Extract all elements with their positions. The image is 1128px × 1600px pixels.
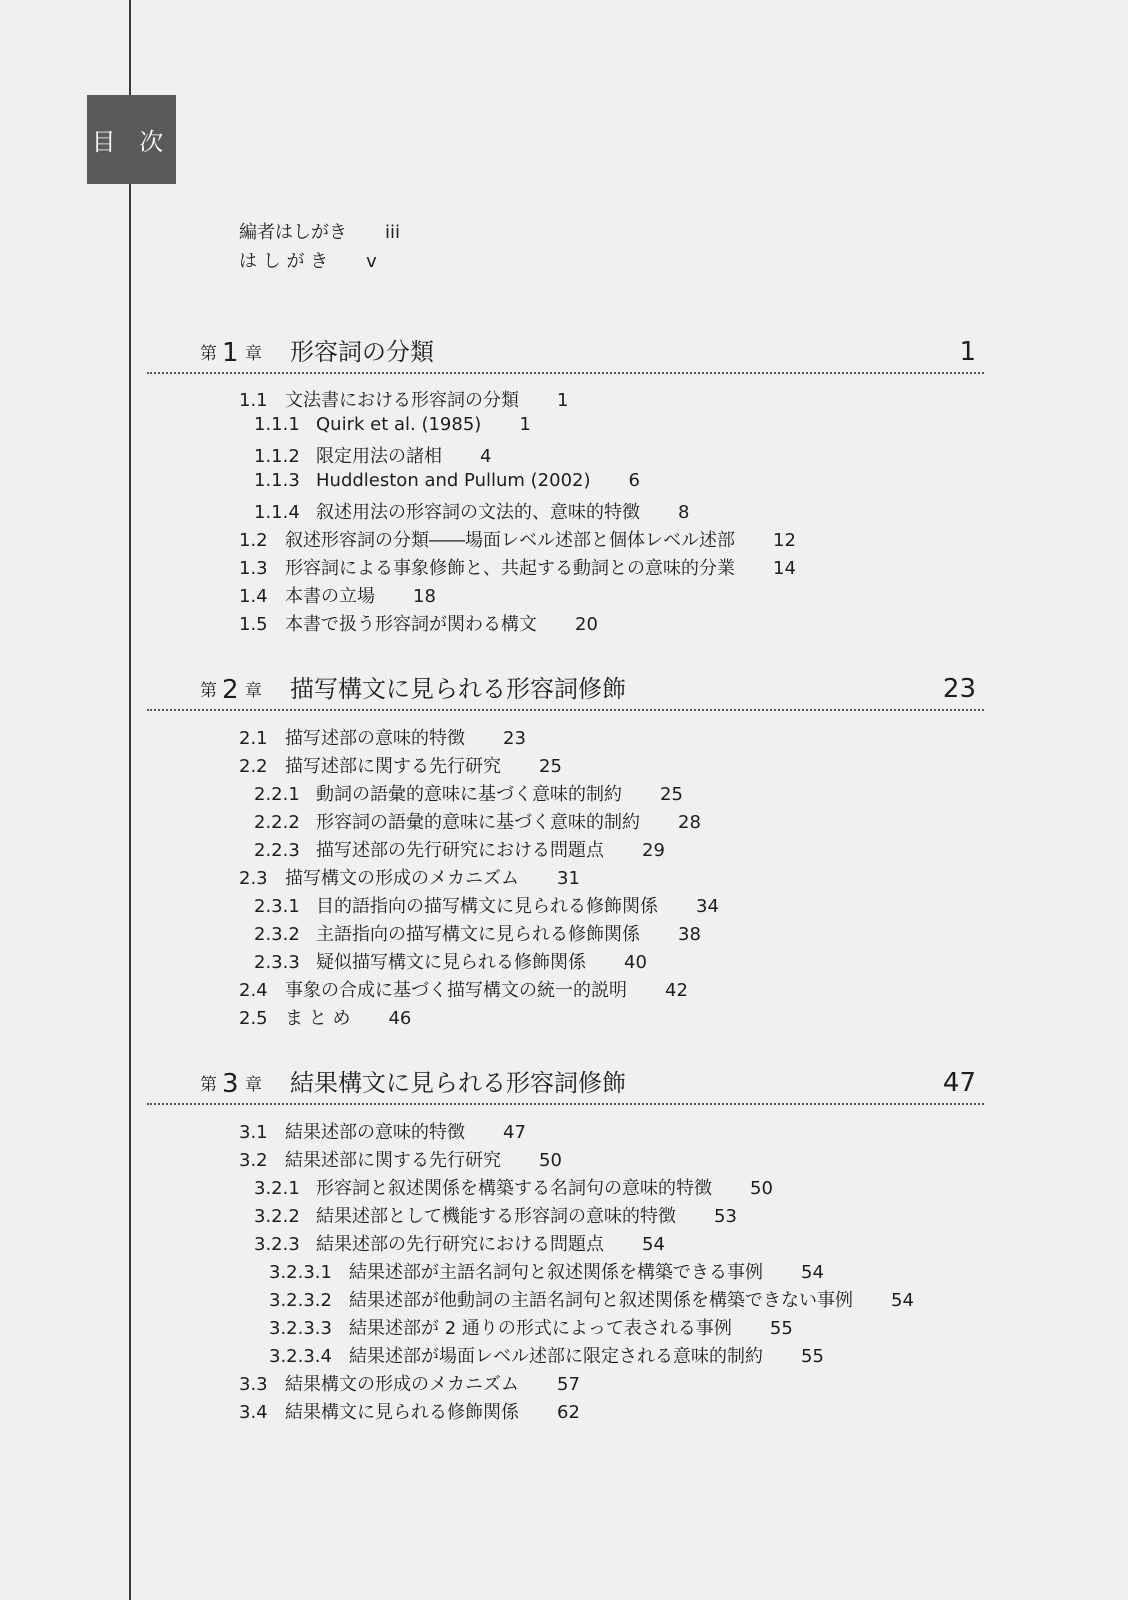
entry-title: 事象の合成に基づく描写構文の統一的説明 bbox=[285, 980, 627, 1001]
entry-page: 46 bbox=[388, 1008, 412, 1029]
toc-entry[interactable] bbox=[254, 836, 665, 862]
entry-number: 2.3.3 bbox=[254, 952, 300, 973]
toc-entry[interactable] bbox=[239, 1118, 526, 1144]
entry-number: 3.3 bbox=[239, 1374, 268, 1395]
entry-page: 29 bbox=[642, 840, 665, 861]
entry-number: 3.2.1 bbox=[254, 1178, 300, 1199]
entry-number: 2.2.2 bbox=[254, 812, 300, 833]
chapter-number: 2 bbox=[222, 675, 239, 705]
entry-page: 47 bbox=[503, 1122, 526, 1143]
entry-title: 描写述部に関する先行研究 bbox=[285, 756, 501, 777]
entry-page: 54 bbox=[891, 1290, 914, 1311]
toc-entry[interactable] bbox=[254, 470, 640, 491]
toc-entry[interactable] bbox=[254, 414, 531, 435]
entry-page: 14 bbox=[773, 558, 796, 579]
entry-page: 55 bbox=[769, 1318, 793, 1339]
entry-title: 叙述形容詞の分類――場面レベル述部と個体レベル述部 bbox=[285, 530, 735, 551]
entry-number: 1.4 bbox=[239, 586, 268, 607]
toc-entry[interactable] bbox=[254, 1202, 737, 1228]
entry-number: 2.2.3 bbox=[254, 840, 300, 861]
entry-number: 2.5 bbox=[239, 1008, 268, 1029]
entry-title: 疑似描写構文に見られる修飾関係 bbox=[316, 952, 586, 973]
entry-number: 3.2.2 bbox=[254, 1206, 300, 1227]
entry-page: 18 bbox=[413, 586, 436, 607]
toc-entry[interactable] bbox=[239, 1398, 580, 1424]
entry-title: 描写述部の先行研究における問題点 bbox=[316, 840, 604, 861]
chapter-page: 1 bbox=[959, 337, 976, 367]
entry-number: 2.3.1 bbox=[254, 896, 300, 917]
chapter-prefix: 第 bbox=[200, 681, 217, 701]
entry-page: 50 bbox=[750, 1178, 773, 1199]
entry-page: 62 bbox=[557, 1402, 580, 1423]
chapter-page: 47 bbox=[942, 1068, 976, 1098]
margin-rule bbox=[129, 0, 131, 1600]
entry-title: 主語指向の描写構文に見られる修飾関係 bbox=[316, 924, 640, 945]
front-matter-page: iii bbox=[385, 222, 401, 243]
entry-page: 8 bbox=[678, 502, 690, 523]
toc-entry[interactable] bbox=[269, 1342, 824, 1368]
chapter-suffix: 章 bbox=[245, 344, 262, 364]
chapter-title: 形容詞の分類 bbox=[290, 338, 434, 366]
entry-number: 1.1.2 bbox=[254, 446, 300, 467]
entry-number: 1.3 bbox=[239, 558, 268, 579]
toc-entry[interactable] bbox=[239, 752, 562, 778]
entry-number: 1.1.4 bbox=[254, 502, 300, 523]
entry-title: 結果述部に関する先行研究 bbox=[285, 1150, 501, 1171]
entry-title: 形容詞による事象修飾と、共起する動詞との意味的分業 bbox=[285, 558, 735, 579]
entry-title: 叙述用法の形容詞の文法的、意味的特徴 bbox=[316, 502, 640, 523]
front-matter-page: v bbox=[366, 251, 377, 272]
toc-entry[interactable] bbox=[239, 1146, 562, 1172]
entry-page: 50 bbox=[539, 1150, 562, 1171]
chapter-title: 描写構文に見られる形容詞修飾 bbox=[290, 675, 626, 703]
toc-entry[interactable] bbox=[254, 948, 647, 974]
entry-title: 形容詞と叙述関係を構築する名詞句の意味的特徴 bbox=[316, 1178, 712, 1199]
entry-number: 2.1 bbox=[239, 728, 268, 749]
entry-title: Quirk et al. (1985) bbox=[316, 414, 482, 435]
toc-entry[interactable] bbox=[254, 1230, 665, 1256]
toc-entry[interactable] bbox=[239, 582, 436, 608]
entry-title: 目的語指向の描写構文に見られる修飾関係 bbox=[316, 896, 658, 917]
entry-title: 本書の立場 bbox=[285, 586, 375, 607]
entry-number: 1.2 bbox=[239, 530, 268, 551]
entry-title: 限定用法の諸相 bbox=[316, 446, 442, 467]
entry-title: 結果述部として機能する形容詞の意味的特徴 bbox=[316, 1206, 676, 1227]
entry-page: 54 bbox=[801, 1262, 824, 1283]
dotted-divider bbox=[147, 372, 984, 374]
entry-number: 3.2.3 bbox=[254, 1234, 300, 1255]
chapter-page: 23 bbox=[942, 674, 976, 704]
toc-entry[interactable] bbox=[239, 864, 580, 890]
toc-entry[interactable] bbox=[254, 920, 701, 946]
toc-entry[interactable] bbox=[254, 808, 701, 834]
entry-page: 57 bbox=[557, 1374, 580, 1395]
toc-entry[interactable] bbox=[254, 1174, 773, 1200]
chapter-heading[interactable] bbox=[200, 327, 976, 367]
toc-entry[interactable] bbox=[239, 386, 568, 412]
entry-title: 結果述部が他動詞の主語名詞句と叙述関係を構築できない事例 bbox=[349, 1290, 853, 1311]
entry-page: 42 bbox=[665, 980, 688, 1001]
entry-title: 結果述部が 2 通りの形式によって表される事例 bbox=[349, 1318, 732, 1339]
entry-page: 25 bbox=[539, 756, 562, 777]
entry-number: 2.3.2 bbox=[254, 924, 300, 945]
chapter-title: 結果構文に見られる形容詞修飾 bbox=[290, 1069, 626, 1097]
toc-entry[interactable] bbox=[254, 442, 491, 468]
entry-page: 34 bbox=[696, 896, 719, 917]
chapter-heading[interactable] bbox=[200, 664, 976, 704]
entry-title: 結果構文の形成のメカニズム bbox=[285, 1374, 519, 1395]
entry-number: 1.1.1 bbox=[254, 414, 300, 435]
entry-page: 28 bbox=[678, 812, 701, 833]
chapter-prefix: 第 bbox=[200, 344, 217, 364]
entry-number: 3.2.3.1 bbox=[269, 1262, 332, 1283]
entry-title: ま と め bbox=[285, 1008, 351, 1029]
entry-number: 3.2 bbox=[239, 1150, 268, 1171]
chapter-number: 1 bbox=[222, 338, 239, 368]
dotted-divider bbox=[147, 1103, 984, 1105]
entry-page: 53 bbox=[714, 1206, 737, 1227]
chapter-suffix: 章 bbox=[245, 1075, 262, 1095]
entry-title: 結果述部が主語名詞句と叙述関係を構築できる事例 bbox=[349, 1262, 763, 1283]
entry-title: 結果述部の意味的特徴 bbox=[285, 1122, 465, 1143]
entry-page: 25 bbox=[660, 784, 683, 805]
toc-entry[interactable] bbox=[269, 1286, 914, 1312]
front-matter-title: 編者はしがき bbox=[239, 222, 347, 243]
chapter-prefix: 第 bbox=[200, 1075, 217, 1095]
entry-number: 3.2.3.4 bbox=[269, 1346, 332, 1367]
entry-number: 2.2.1 bbox=[254, 784, 300, 805]
toc-entry[interactable] bbox=[239, 554, 796, 580]
entry-title: 形容詞の語彙的意味に基づく意味的制約 bbox=[316, 812, 640, 833]
entry-page: 31 bbox=[557, 868, 580, 889]
toc-entry[interactable] bbox=[269, 1314, 793, 1340]
entry-title: 描写述部の意味的特徴 bbox=[285, 728, 465, 749]
toc-entry[interactable] bbox=[239, 526, 796, 552]
entry-number: 3.2.3.2 bbox=[269, 1290, 332, 1311]
entry-title: 文法書における形容詞の分類 bbox=[285, 390, 519, 411]
entry-page: 54 bbox=[642, 1234, 665, 1255]
entry-title: 結果構文に見られる修飾関係 bbox=[285, 1402, 519, 1423]
dotted-divider bbox=[147, 709, 984, 711]
entry-page: 20 bbox=[575, 614, 598, 635]
entry-number: 3.1 bbox=[239, 1122, 268, 1143]
toc-entry[interactable] bbox=[239, 1004, 411, 1030]
entry-number: 2.2 bbox=[239, 756, 268, 777]
toc-entry[interactable] bbox=[254, 780, 683, 806]
entry-page: 12 bbox=[773, 530, 796, 551]
entry-title: Huddleston and Pullum (2002) bbox=[316, 470, 591, 491]
entry-number: 3.4 bbox=[239, 1402, 268, 1423]
entry-number: 1.1.3 bbox=[254, 470, 300, 491]
entry-page: 40 bbox=[624, 952, 647, 973]
entry-page: 1 bbox=[519, 414, 531, 435]
entry-page: 4 bbox=[480, 446, 492, 467]
front-matter-item[interactable] bbox=[239, 218, 400, 244]
entry-page: 6 bbox=[628, 470, 640, 491]
entry-title: 結果述部の先行研究における問題点 bbox=[316, 1234, 604, 1255]
chapter-suffix: 章 bbox=[245, 681, 262, 701]
entry-title: 結果述部が場面レベル述部に限定される意味的制約 bbox=[349, 1346, 763, 1367]
entry-number: 2.3 bbox=[239, 868, 268, 889]
toc-entry[interactable] bbox=[254, 892, 719, 918]
chapter-heading[interactable] bbox=[200, 1058, 976, 1098]
entry-number: 3.2.3.3 bbox=[269, 1318, 332, 1339]
entry-page: 1 bbox=[557, 390, 569, 411]
entry-title: 描写構文の形成のメカニズム bbox=[285, 868, 519, 889]
front-matter-title: は し が き bbox=[239, 251, 329, 272]
toc-entry[interactable] bbox=[239, 1370, 580, 1396]
entry-number: 2.4 bbox=[239, 980, 268, 1001]
chapter-number: 3 bbox=[222, 1069, 239, 1099]
toc-entry[interactable] bbox=[239, 976, 688, 1002]
entry-page: 38 bbox=[678, 924, 701, 945]
entry-title: 動詞の語彙的意味に基づく意味的制約 bbox=[316, 784, 622, 805]
toc-heading: 目 次 bbox=[87, 95, 176, 184]
toc-entry[interactable] bbox=[254, 498, 689, 524]
entry-page: 23 bbox=[503, 728, 526, 749]
entry-number: 1.1 bbox=[239, 390, 268, 411]
entry-title: 本書で扱う形容詞が関わる構文 bbox=[285, 614, 537, 635]
toc-entry[interactable] bbox=[239, 610, 598, 636]
front-matter-item[interactable] bbox=[239, 247, 377, 273]
toc-entry[interactable] bbox=[239, 724, 526, 750]
toc-entry[interactable] bbox=[269, 1258, 824, 1284]
entry-number: 1.5 bbox=[239, 614, 268, 635]
entry-page: 55 bbox=[801, 1346, 824, 1367]
